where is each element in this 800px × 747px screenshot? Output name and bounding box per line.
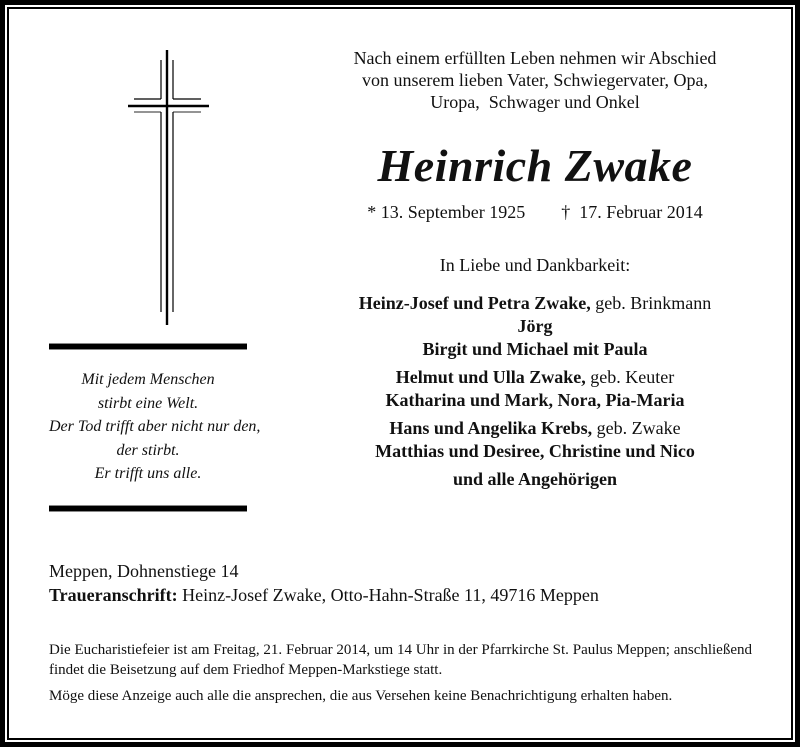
service-notice: Die Eucharistiefeier ist am Freitag, 21. Februar 2014, um 14 Uhr in der Pfarrkirche St. Paulus Meppen; anschließend findet die Beisetzung auf dem Friedhof Meppen-Markstiege statt.	[49, 642, 752, 678]
notice-block	[49, 640, 752, 712]
quote-line: stirbt eine Welt.	[97, 394, 199, 412]
family-names: Matthias und Desiree, Christine und Nico	[375, 441, 695, 461]
family-line	[300, 417, 770, 440]
mourning-address-value: Heinz-Josef Zwake, Otto-Hahn-Straße 11, 49716 Meppen	[177, 585, 599, 605]
family-group	[300, 292, 770, 361]
maiden-name: geb. Zwake	[592, 418, 681, 438]
residence-address: Meppen, Dohnenstiege 14	[49, 561, 239, 581]
intro-line: von unserem lieben Vater, Schwiegervater, Opa,	[361, 70, 709, 90]
family-group	[300, 366, 770, 412]
mourning-address-label: Traueranschrift:	[49, 585, 178, 605]
cross-icon	[120, 45, 215, 330]
family-names: Birgit und Michael mit Paula	[422, 339, 648, 359]
deceased-name: Heinrich Zwake	[377, 140, 693, 191]
closing-family: und alle Angehörigen	[452, 469, 618, 489]
family-line	[300, 366, 770, 389]
quote-line: der stirbt.	[116, 441, 180, 459]
family-names: Hans und Angelika Krebs,	[389, 418, 593, 438]
quote-line: Er trifft uns alle.	[94, 465, 202, 482]
death-date: † 17. Februar 2014	[561, 202, 703, 222]
quote-line: Der Tod trifft aber nicht nur den,	[49, 418, 261, 435]
family-line	[300, 315, 770, 338]
family-names: Jörg	[517, 316, 553, 336]
bottom-double-rule	[49, 505, 247, 512]
birth-date: * 13. September 1925	[367, 202, 526, 222]
quote-box	[49, 343, 261, 512]
final-notice: Möge diese Anzeige auch alle die ansprechen, die aus Versehen keine Benachrichtigung erhalten haben.	[49, 688, 673, 704]
family-names: Helmut und Ulla Zwake,	[395, 367, 586, 387]
life-dates	[300, 201, 770, 223]
maiden-name: geb. Brinkmann	[590, 293, 712, 313]
mourning-address	[49, 583, 599, 607]
intro-line: Uropa, Schwager und Onkel	[430, 92, 640, 112]
family-line	[300, 292, 770, 315]
family-names: Katharina und Mark, Nora, Pia-Maria	[385, 390, 685, 410]
family-group	[300, 417, 770, 463]
family-list	[300, 292, 770, 491]
intro-line: Nach einem erfüllten Leben nehmen wir Abschied	[353, 48, 717, 68]
address-block	[49, 559, 599, 607]
intro-text	[300, 47, 770, 113]
top-double-rule	[49, 343, 247, 350]
quote-text	[49, 350, 261, 505]
quote-line: Mit jedem Menschen	[81, 371, 215, 388]
family-line	[300, 389, 770, 412]
family-names: Heinz-Josef und Petra Zwake,	[358, 293, 591, 313]
family-line	[300, 338, 770, 361]
thanks-line: In Liebe und Dankbarkeit:	[439, 255, 631, 275]
family-line	[300, 440, 770, 463]
maiden-name: geb. Keuter	[585, 367, 675, 387]
